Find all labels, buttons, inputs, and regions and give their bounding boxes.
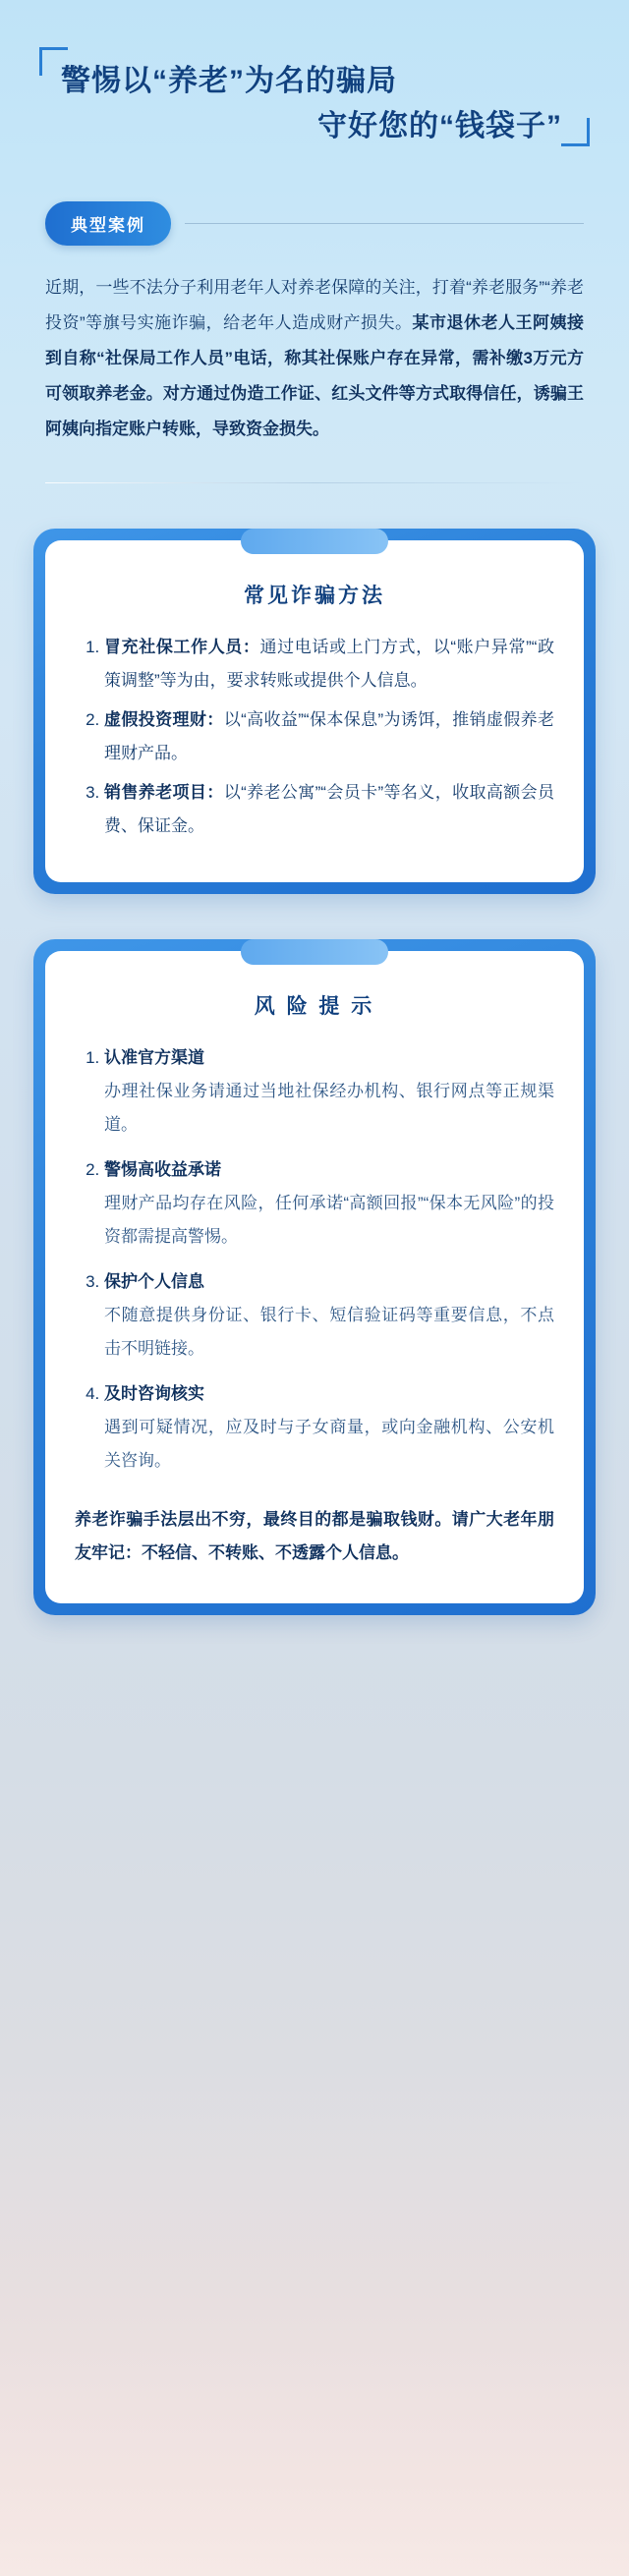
- card-common-methods-title: 常见诈骗方法: [244, 585, 385, 607]
- list-item-desc: 不随意提供身份证、银行卡、短信验证码等重要信息，不点击不明链接。: [104, 1306, 554, 1358]
- section-tag-rule: [185, 223, 584, 224]
- list-item-lead: 1. 认准官方渠道: [104, 1048, 204, 1067]
- card-common-methods-inner: [45, 540, 584, 882]
- risk-tips-list: [75, 1041, 554, 1478]
- list-item-lead: 4. 及时咨询核实: [104, 1384, 204, 1403]
- corner-bracket-top-left-icon: [39, 47, 68, 76]
- list-item: [104, 1041, 554, 1142]
- common-methods-list: [75, 631, 554, 843]
- card-risk-tips-inner: [45, 951, 584, 1603]
- card-tab-decoration-icon: [241, 529, 388, 554]
- list-item-desc: 以“高收益”“保本保息”为诱饵，推销虚假养老理财产品。: [104, 710, 554, 762]
- card-risk-tips-title: 风 险 提 示: [254, 995, 375, 1018]
- list-item-desc: 办理社保业务请通过当地社保经办机构、银行网点等正规渠道。: [104, 1082, 554, 1134]
- list-item-lead: 3. 保护个人信息: [104, 1272, 204, 1291]
- section-divider: [45, 482, 584, 483]
- list-item-desc: 以“养老公寓”“会员卡”等名义，收取高额会员费、保证金。: [104, 783, 554, 835]
- list-item: [104, 1153, 554, 1254]
- list-item-lead: 虚假投资理财：: [104, 710, 224, 729]
- list-item-desc: 通过电话或上门方式，以“账户异常”“政策调整”等为由，要求转账或提供个人信息。: [104, 638, 555, 690]
- list-item: [104, 776, 554, 843]
- list-item-desc: 遇到可疑情况，应及时与子女商量，或向金融机构、公安机关咨询。: [104, 1418, 554, 1470]
- card-common-methods: [33, 529, 596, 894]
- corner-bracket-bottom-right-icon: [561, 118, 590, 146]
- list-item-desc: 理财产品均存在风险，任何承诺“高额回报”“保本无风险”的投资都需提高警惕。: [104, 1194, 554, 1246]
- risk-tips-footnote: 养老诈骗手法层出不穷，最终目的都是骗取钱财。请广大老年朋友牢记：不轻信、不转账、不透露个人信息。: [75, 1510, 554, 1562]
- case-paragraph: [45, 270, 584, 447]
- list-item: [104, 631, 554, 698]
- poster-header: [0, 0, 629, 172]
- bottom-spacer: [0, 1615, 629, 1733]
- list-item: [104, 703, 554, 770]
- list-item-lead: 冒充社保工作人员：: [104, 638, 260, 656]
- page-title-line-2: 守好您的“钱袋子”: [317, 110, 562, 142]
- page-title-line-1: 警惕以“养老”为名的骗局: [61, 65, 397, 97]
- case-paragraph-part1: 近期，一些不法分子利用老年人对养老保障的关注，打着“养老服务”“养老投资”等旗号实施诈骗，给老年人造成财产损失。: [45, 278, 584, 332]
- case-paragraph-part2: 某市退休老人王阿姨接到自称“社保局工作人员”电话，称其社保账户存在异常，需补缴3万元方可领取养老金。对方通过伪造工作证、红头文件等方式取得信任，诱骗王阿姨向指定账户转账，导致资金损失。: [45, 313, 584, 438]
- section-tag-label: 典型案例: [45, 201, 171, 246]
- card-tab-decoration-icon: [241, 939, 388, 965]
- list-item: [104, 1377, 554, 1478]
- card-risk-tips: [33, 939, 596, 1615]
- list-item-lead: 2. 警惕高收益承诺: [104, 1160, 221, 1179]
- list-item: [104, 1265, 554, 1366]
- section-tag-row: [45, 201, 629, 245]
- list-item-lead: 销售养老项目：: [104, 783, 224, 802]
